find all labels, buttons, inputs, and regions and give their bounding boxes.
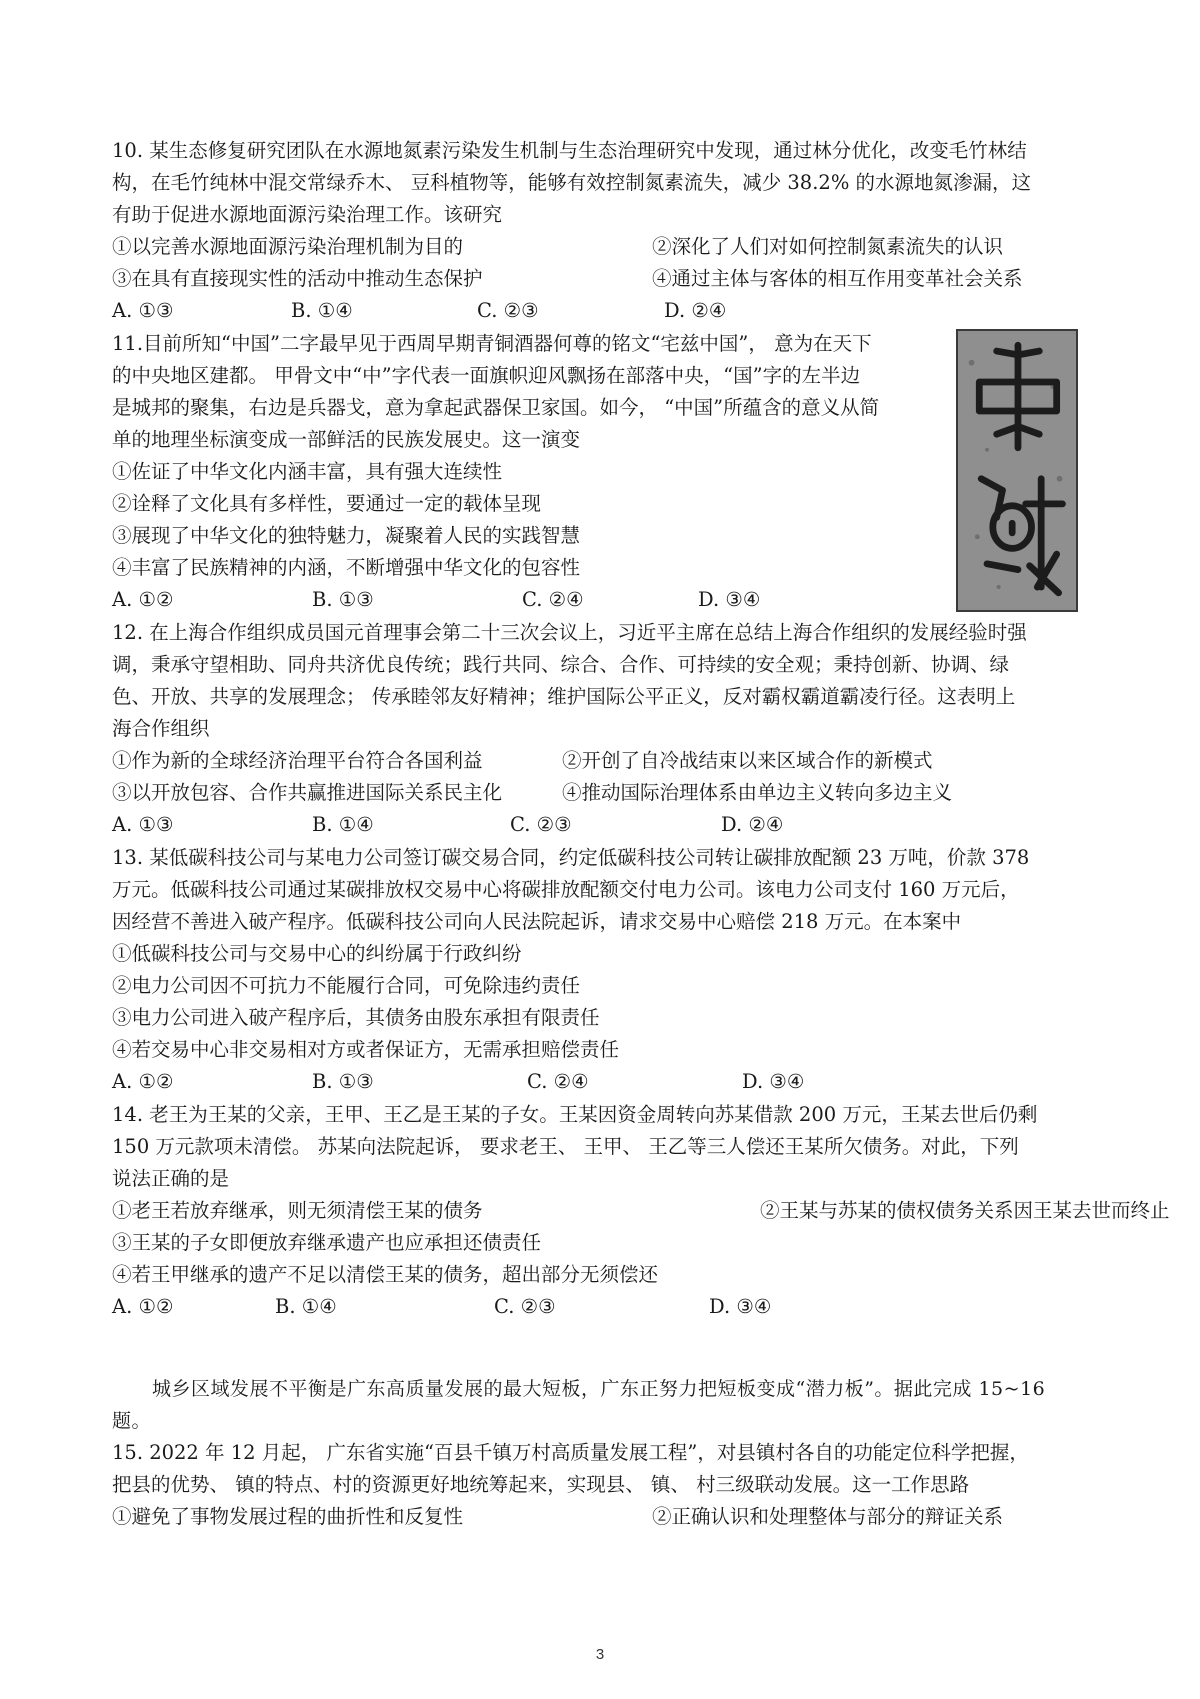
statement-row xyxy=(112,1501,1004,1533)
option-a[interactable]: A. ①② xyxy=(112,1070,174,1093)
question-stem-line: 的中央地区建都。 甲骨文中“中”字代表一面旗帜迎风飘扬在部落中央，“国”字的左半边 xyxy=(112,364,861,387)
material-line: 题。 xyxy=(112,1410,152,1432)
option-b[interactable]: B. ①③ xyxy=(312,1070,374,1093)
statement-3: ③王某的子女即便放弃继承遗产也应承担还债责任 xyxy=(112,1231,542,1254)
question-stem-line: 构，在毛竹纯林中混交常绿乔木、 豆科植物等，能够有效控制氮素流失，减少 38.2% 的水源地氮渗漏，这 xyxy=(112,171,1032,194)
statement-1: ①佐证了中华文化内涵丰富，具有强大连续性 xyxy=(112,460,503,483)
statement-2: ②开创了自冷战结束以来区域合作的新模式 xyxy=(562,749,933,772)
statement-3: ③电力公司进入破产程序后，其债务由股东承担有限责任 xyxy=(112,1006,600,1029)
material-line: 城乡区域发展不平衡是广东高质量发展的最大短板，广东正努力把短板变成“潜力板”。据此完成 15~16 xyxy=(152,1378,1046,1400)
bronze-inscription-image xyxy=(956,329,1078,612)
statement-row xyxy=(112,777,953,809)
option-d[interactable]: D. ②④ xyxy=(721,813,784,836)
statement-4: ④通过主体与客体的相互作用变革社会关系 xyxy=(652,267,1023,290)
option-c[interactable]: C. ②③ xyxy=(510,813,572,836)
option-a[interactable]: A. ①③ xyxy=(112,813,174,836)
question-stem-line: 15. 2022 年 12 月起， 广东省实施“百县千镇万村高质量发展工程”，对县镇村各自的功能定位科学把握， xyxy=(112,1441,1029,1464)
question-stem-line: 是城邦的聚集，右边是兵器戈，意为拿起武器保卫家国。如今， “中国”所蕴含的意义从简 xyxy=(112,396,880,419)
statement-row xyxy=(112,231,1004,263)
option-a[interactable]: A. ①② xyxy=(112,1295,174,1318)
option-d[interactable]: D. ③④ xyxy=(742,1070,805,1093)
statement-2: ②诠释了文化具有多样性，要通过一定的载体呈现 xyxy=(112,492,542,515)
statement-row xyxy=(112,1195,1170,1227)
statement-4: ④若王甲继承的遗产不足以清偿王某的债务，超出部分无须偿还 xyxy=(112,1263,659,1286)
question-stem-line: 因经营不善进入破产程序。低碳科技公司向人民法院起诉，请求交易中心赔偿 218 万元。在本案中 xyxy=(112,910,962,933)
statement-1: ①以完善水源地面源污染治理机制为目的 xyxy=(112,235,464,258)
page-number: 3 xyxy=(595,1646,605,1663)
option-d[interactable]: D. ②④ xyxy=(664,299,727,322)
question-stem-line: 有助于促进水源地面源污染治理工作。该研究 xyxy=(112,203,503,226)
statement-4: ④若交易中心非交易相对方或者保证方，无需承担赔偿责任 xyxy=(112,1038,620,1061)
option-c[interactable]: C. ②④ xyxy=(527,1070,589,1093)
question-stem-line: 万元。低碳科技公司通过某碳排放权交易中心将碳排放配额交付电力公司。该电力公司支付 160 万元后， xyxy=(112,878,1020,901)
statement-2: ②电力公司因不可抗力不能履行合同，可免除违约责任 xyxy=(112,974,581,997)
statement-4: ④丰富了民族精神的内涵，不断增强中华文化的包容性 xyxy=(112,556,581,579)
option-c[interactable]: C. ②④ xyxy=(522,588,584,611)
option-c[interactable]: C. ②③ xyxy=(494,1295,556,1318)
statement-1: ①老王若放弃继承，则无须清偿王某的债务 xyxy=(112,1199,483,1222)
statement-1: ①低碳科技公司与交易中心的纠纷属于行政纠纷 xyxy=(112,942,522,965)
question-stem-line: 13. 某低碳科技公司与某电力公司签订碳交易合同，约定低碳科技公司转让碳排放配额 23 万吨，价款 378 xyxy=(112,846,1030,869)
statement-3: ③在具有直接现实性的活动中推动生态保护 xyxy=(112,267,483,290)
statement-2: ②深化了人们对如何控制氮素流失的认识 xyxy=(652,235,1004,258)
statement-row xyxy=(112,745,933,777)
question-stem-line: 调，秉承守望相助、同舟共济优良传统；践行共同、综合、合作、可持续的安全观；秉持创新、协调、绿 xyxy=(112,653,1010,676)
statement-3: ③展现了中华文化的独特魅力，凝聚着人民的实践智慧 xyxy=(112,524,581,547)
statement-2: ②王某与苏某的债权债务关系因王某去世而终止 xyxy=(760,1199,1170,1222)
option-b[interactable]: B. ①③ xyxy=(312,588,374,611)
option-b[interactable]: B. ①④ xyxy=(275,1295,337,1318)
question-stem-line: 14. 老王为王某的父亲，王甲、王乙是王某的子女。王某因资金周转向苏某借款 200 万元，王某去世后仍剩 xyxy=(112,1103,1038,1126)
statement-2: ②正确认识和处理整体与部分的辩证关系 xyxy=(652,1505,1004,1528)
option-d[interactable]: D. ③④ xyxy=(698,588,761,611)
statement-3: ③以开放包容、合作共赢推进国际关系民主化 xyxy=(112,781,503,804)
statement-row xyxy=(112,263,1023,295)
option-b[interactable]: B. ①④ xyxy=(291,299,353,322)
statement-1: ①作为新的全球经济治理平台符合各国利益 xyxy=(112,749,483,772)
question-stem-line: 把县的优势、 镇的特点、村的资源更好地统筹起来，实现县、 镇、 村三级联动发展。这一工作思路 xyxy=(112,1473,970,1496)
question-stem-line: 10. 某生态修复研究团队在水源地氮素污染发生机制与生态治理研究中发现，通过林分优化，改变毛竹林结 xyxy=(112,139,1027,162)
statement-4: ④推动国际治理体系由单边主义转向多边主义 xyxy=(562,781,953,804)
option-a[interactable]: A. ①② xyxy=(112,588,174,611)
question-stem-line: 11.目前所知“中国”二字最早见于西周早期青铜酒器何尊的铭文“宅兹中国”， 意为在天下 xyxy=(112,332,872,355)
option-d[interactable]: D. ③④ xyxy=(709,1295,772,1318)
question-stem-line: 色、开放、共享的发展理念； 传承睦邻友好精神；维护国际公平正义，反对霸权霸道霸凌行径。这表明上 xyxy=(112,685,1016,708)
statement-1: ①避免了事物发展过程的曲折性和反复性 xyxy=(112,1505,464,1528)
question-stem-line: 150 万元款项未清偿。 苏某向法院起诉， 要求老王、 王甲、 王乙等三人偿还王某所欠债务。对此，下列 xyxy=(112,1135,1019,1158)
option-c[interactable]: C. ②③ xyxy=(477,299,539,322)
option-a[interactable]: A. ①③ xyxy=(112,299,174,322)
bronze-inscription-rubbing-icon xyxy=(958,331,1076,610)
question-stem-line: 海合作组织 xyxy=(112,717,210,740)
option-b[interactable]: B. ①④ xyxy=(312,813,374,836)
question-stem-line: 说法正确的是 xyxy=(112,1167,230,1190)
question-stem-line: 12. 在上海合作组织成员国元首理事会第二十三次会议上，习近平主席在总结上海合作组织的发展经验时强 xyxy=(112,621,1027,644)
question-stem-line: 单的地理坐标演变成一部鲜活的民族发展史。这一演变 xyxy=(112,428,581,451)
